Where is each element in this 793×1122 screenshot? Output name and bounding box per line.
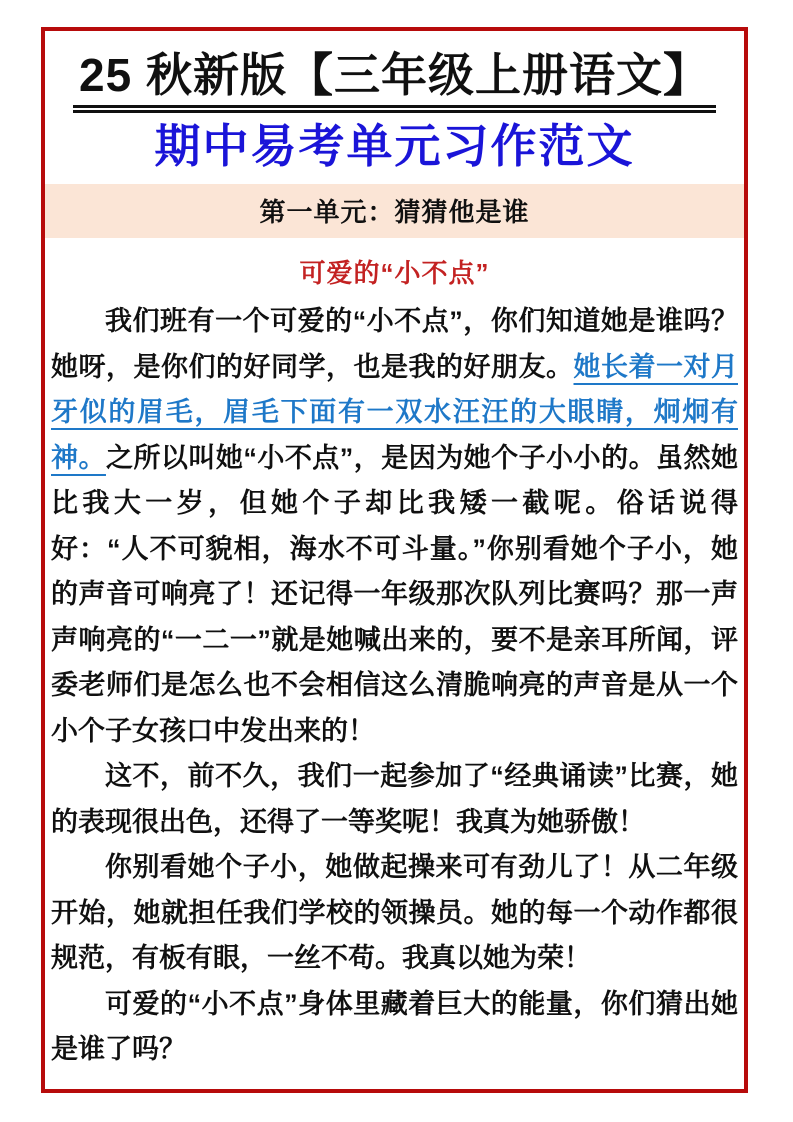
essay-title: 可爱的“小不点” (299, 258, 490, 289)
main-title-text: 25 秋新版【三年级上册语文】 (73, 49, 716, 113)
essay-paragraph (51, 982, 738, 1073)
body-text: 我们班有一个可爱的“小不点”，你们知道她是谁吗？她呀，是你们的好同学，也是我的好朋友。 (51, 306, 738, 382)
essay-paragraph (51, 845, 738, 982)
sub-title: 期中易考单元习作范文 (154, 119, 635, 172)
body-text: 可爱的“小不点”身体里藏着巨大的能量，你们猜出她是谁了吗？ (51, 988, 738, 1065)
body-text: 这不，前不久，我们一起参加了“经典诵读”比赛，她的表现很出色，还得了一等奖呢！我真为她骄傲！ (51, 761, 738, 837)
page-border-frame (41, 27, 748, 1093)
unit-banner (45, 184, 744, 238)
main-title (45, 49, 744, 113)
essay-paragraph (51, 299, 738, 754)
essay-body (45, 290, 744, 1073)
body-text: 之所以叫她“小不点”，是因为她个子小小的。虽然她比我大一岁，但她个子却比我矮一截呢。俗话说得好：“人不可貌相，海水不可斗量。”你别看她个子小，她的声音可响亮了！还记得一年级那次队列比赛吗？那一声声响亮的“一二一”就是她喊出来的，要不是亲耳所闻，评委老师们是怎么也不会相信这么清脆响亮的声音是从一个小个子女孩口中发出来的！ (51, 442, 739, 746)
highlighted-sentence: 她长着一对月牙似的眉毛，眉毛下面有一双水汪汪的大眼睛，炯炯有神。 (51, 351, 738, 473)
unit-banner-label: 第一单元：猜猜他是谁 (259, 197, 530, 228)
body-text: 你别看她个子小，她做起操来可有劲儿了！从二年级开始，她就担任我们学校的领操员。她的每一个动作都很规范，有板有眼，一丝不苟。我真以她为荣！ (51, 852, 738, 974)
essay-paragraph (51, 754, 738, 845)
